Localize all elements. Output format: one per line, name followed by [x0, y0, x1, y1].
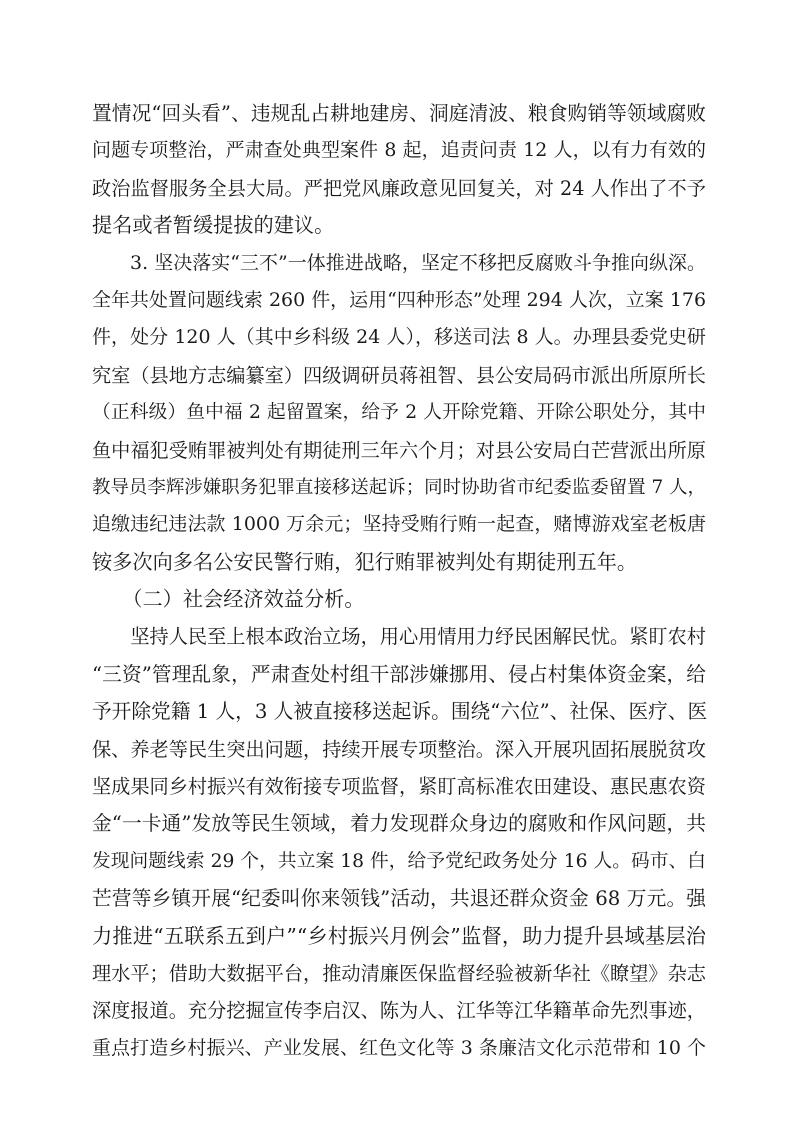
body-line: 重点打造乡村振兴、产业发展、红色文化等 3 条廉洁文化示范带和 10 个 [92, 1036, 706, 1059]
document-page [92, 95, 706, 1067]
body-line: 全年共处置问题线索 260 件，运用“四种形态”处理 294 人次，立案 176 [92, 288, 706, 311]
body-line: 究室（县地方志编纂室）四级调研员蒋祖智、县公安局码市派出所原所长 [92, 363, 706, 387]
body-line: 鱼中福犯受贿罪被判处有期徒刑三年六个月；对县公安局白芒营派出所原 [92, 438, 706, 462]
body-line: 力推进“五联系五到户”“乡村振兴月例会”监督，助力提升县域基层治 [92, 923, 706, 948]
body-line: 保、养老等民生突出问题，持续开展专项整治。深入开展巩固拓展脱贫攻 [92, 737, 706, 761]
body-line: 3. 坚决落实“三不”一体推进战略，坚定不移把反腐败斗争推向纵深。 [92, 251, 706, 274]
body-line: 追缴违纪违法款 1000 万余元；坚持受贿行贿一起查，赌博游戏室老板唐 [92, 513, 706, 536]
body-line: “三资”管理乱象，严肃查处村组干部涉嫌挪用、侵占村集体资金案，给 [92, 662, 706, 686]
body-line: （正科级）鱼中福 2 起留置案，给予 2 人开除党籍、开除公职处分，其中 [92, 402, 706, 424]
body-line: 理水平；借助大数据平台，推动清廉医保监督经验被新华社《瞭望》杂志 [92, 961, 706, 985]
body-line: 芒营等乡镇开展“纪委叫你来领钱”活动，共退还群众资金 68 万元。强 [92, 887, 706, 911]
body-line: 深度报道。充分挖掘宣传李启汉、陈为人、江华等江华籍革命先烈事迹， [92, 999, 706, 1023]
body-line: 发现问题线索 29 个，共立案 18 件，给予党纪政务处分 16 人。码市、白 [92, 850, 706, 872]
body-line: 金“一卡通”发放等民生领域，着力发现群众身边的腐败和作风问题，共 [92, 812, 706, 836]
body-line: 教导员李辉涉嫌职务犯罪直接移送起诉；同时协助省市纪委监委留置 7 人， [92, 476, 706, 498]
body-line: 坚持人民至上根本政治立场，用心用情用力纾民困解民忧。紧盯农村 [92, 625, 706, 649]
body-line: 坚成果同乡村振兴有效衔接专项监督，紧盯高标准农田建设、惠民惠农资 [92, 775, 706, 799]
body-line: 置情况“回头看”、违规乱占耕地建房、洞庭清波、粮食购销等领域腐败 [92, 102, 706, 125]
body-line: 政治监督服务全县大局。严把党风廉政意见回复关，对 24 人作出了不予 [92, 176, 706, 200]
section-heading: （二）社会经济效益分析。 [92, 587, 365, 612]
body-line: 件，处分 120 人（其中乡科级 24 人），移送司法 8 人。办理县委党史研 [92, 326, 706, 349]
body-line: 问题专项整治，严肃查处典型案件 8 起，追责问责 12 人，以有力有效的 [92, 139, 706, 162]
paragraph-end-line: 提名或者暂缓提拔的建议。 [92, 213, 335, 238]
paragraph-end-line: 铵多次向多名公安民警行贿，犯行贿罪被判处有期徒刑五年。 [92, 549, 638, 574]
body-line: 予开除党籍 1 人，3 人被直接移送起诉。围绕“六位”、社保、医疗、医 [92, 700, 708, 724]
